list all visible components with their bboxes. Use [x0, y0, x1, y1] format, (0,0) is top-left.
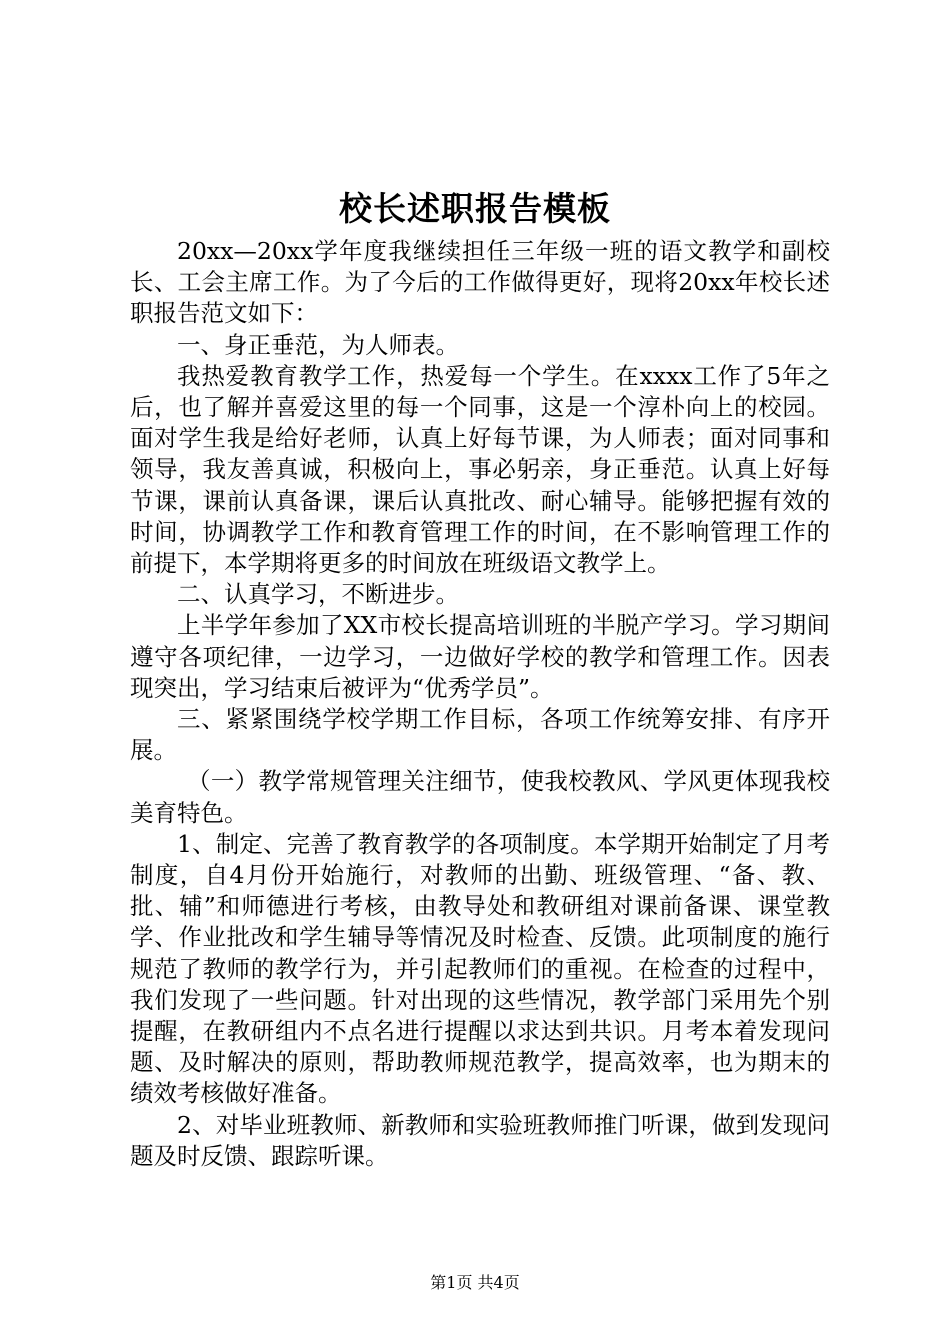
paragraph-intro: 20xx—20xx学年度我继续担任三年级一班的语文教学和副校长、工会主席工作。为了今后的工作做得更好，现将20xx年校长述职报告范文如下： — [130, 237, 830, 328]
document-body — [130, 236, 830, 1172]
section-heading-1: 一、身正垂范，为人师表。 — [177, 330, 459, 359]
page-footer: 第1页 共4页 — [430, 1273, 520, 1292]
document-title: 校长述职报告模板 — [339, 189, 611, 228]
paragraph-section-2: 上半学年参加了XX市校长提高培训班的半脱产学习。学习期间遵守各项纪律，一边学习，一边做好学校的教学和管理工作。因表现突出，学习结束后被评为“优秀学员”。 — [130, 611, 830, 702]
subsection-heading-1: （一）教学常规管理关注细节，使我校教风、学风更体现我校美育特色。 — [130, 767, 830, 827]
paragraph-section-1: 我热爱教育教学工作，热爱每一个学生。在xxxx工作了5年之后，也了解并喜爱这里的每一个同事，这是一个淳朴向上的校园。面对学生我是给好老师，认真上好每节课，为人师表；面对同事和领导，我友善真诚，积极向上，事必躬亲，身正垂范。认真上好每节课，课前认真备课，课后认真批改、耐心辅导。能够把握有效的时间，协调教学工作和教育管理工作的时间，在不影响管理工作的前提下，本学期将更多的时间放在班级语文教学上。 — [130, 361, 830, 578]
paragraph-item-2: 2、对毕业班教师、新教师和实验班教师推门听课，做到发现问题及时反馈、跟踪听课。 — [130, 1110, 830, 1170]
section-heading-2: 二、认真学习，不断进步。 — [177, 580, 459, 609]
paragraph-item-1: 1、制定、完善了教育教学的各项制度。本学期开始制定了月考制度，自4月份开始施行，对教师的出勤、班级管理、“备、教、批、辅”和师德进行考核，由教导处和教研组对课前备课、课堂教学、作业批改和学生辅导等情况及时检查、反馈。此项制度的施行规范了教师的教学行为，并引起教师们的重视。在检查的过程中，我们发现了一些问题。针对出现的这些情况，教学部门采用先个别提醒，在教研组内不点名进行提醒以求达到共识。月考本着发现问题、及时解决的原则，帮助教师规范教学，提高效率，也为期末的绩效考核做好准备。 — [130, 829, 830, 1108]
section-heading-3: 三、紧紧围绕学校学期工作目标，各项工作统筹安排、有序开展。 — [130, 705, 830, 765]
